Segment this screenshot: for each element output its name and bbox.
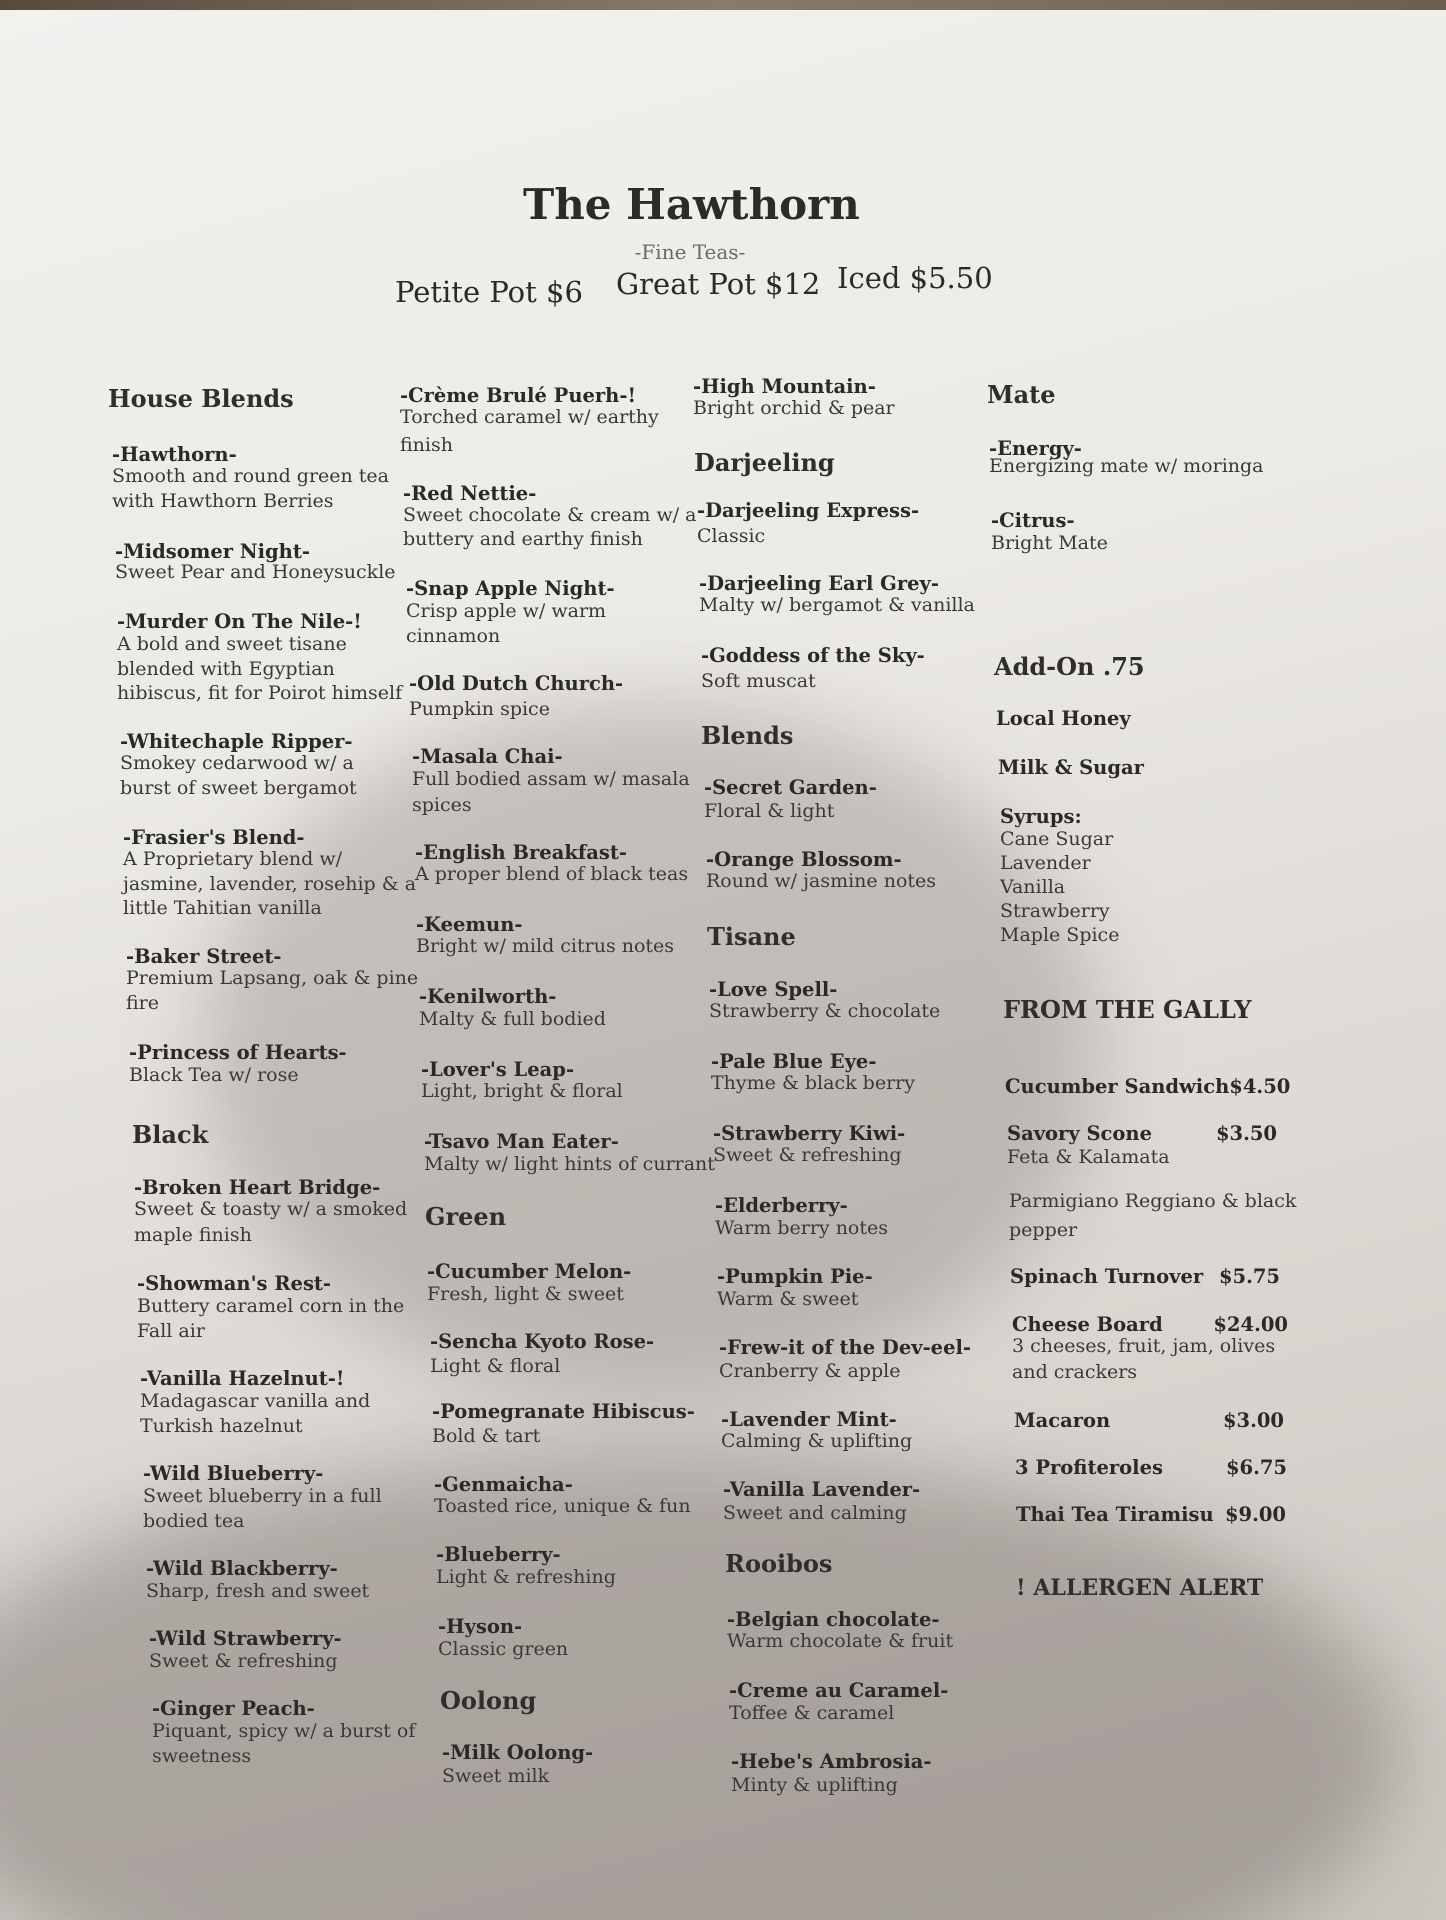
item-desc: A Proprietary blend w/ — [123, 848, 343, 870]
gally-item-price: $4.50 — [1229, 1075, 1291, 1098]
price-great-pot: Great Pot $12 — [616, 267, 821, 301]
item-name: -Creme au Caramel- — [729, 1679, 949, 1702]
item-desc: Piquant, spicy w/ a burst of — [152, 1720, 416, 1742]
item-name: -Lover's Leap- — [421, 1058, 575, 1081]
item-name: -Pomegranate Hibiscus- — [432, 1400, 695, 1423]
item-desc: Light, bright & floral — [421, 1080, 623, 1102]
item-desc: bodied tea — [143, 1510, 245, 1532]
gally-item-desc: 3 cheeses, fruit, jam, olives — [1012, 1335, 1276, 1357]
gally-item-desc: and crackers — [1012, 1361, 1138, 1383]
item-name: -Darjeeling Express- — [697, 499, 920, 522]
item-name: -Love Spell- — [709, 978, 838, 1001]
item-name: -Belgian chocolate- — [727, 1608, 940, 1631]
item-desc: Soft muscat — [701, 670, 816, 692]
item-desc: Cranberry & apple — [719, 1360, 901, 1382]
item-desc: Malty w/ bergamot & vanilla — [699, 594, 975, 616]
item-desc: Buttery caramel corn in the — [137, 1295, 405, 1317]
gally-item-name: Cheese Board — [1012, 1313, 1163, 1336]
item-name: -English Breakfast- — [415, 841, 627, 864]
section-from-the-gally: FROM THE GALLY — [1003, 995, 1252, 1024]
item-desc: blended with Egyptian — [117, 658, 335, 680]
item-name: -Energy- — [989, 437, 1082, 460]
allergen-alert: ! ALLERGEN ALERT — [1016, 1575, 1264, 1601]
gally-item-desc: pepper — [1009, 1219, 1078, 1241]
item-desc: hibiscus, fit for Poirot himself — [117, 682, 403, 704]
item-name: -Pumpkin Pie- — [717, 1265, 873, 1288]
item-desc: Bright w/ mild citrus notes — [416, 935, 675, 957]
item-desc: Sweet & refreshing — [149, 1650, 338, 1672]
section-black: Black — [132, 1120, 209, 1149]
item-name: -Broken Heart Bridge- — [134, 1176, 381, 1199]
item-name: -Wild Strawberry- — [149, 1627, 342, 1650]
item-name: -Goddess of the Sky- — [701, 644, 925, 667]
item-name: -Hebe's Ambrosia- — [731, 1750, 932, 1773]
gally-item-price: $24.00 — [1213, 1313, 1288, 1336]
item-desc: Thyme & black berry — [711, 1072, 915, 1094]
item-name: -Baker Street- — [126, 945, 282, 968]
gally-item-price: $3.50 — [1215, 1122, 1277, 1145]
item-desc: Fall air — [137, 1320, 205, 1342]
addon-milk-sugar: Milk & Sugar — [998, 756, 1144, 779]
item-name: -Crème Brulé Puerh-! — [400, 384, 637, 407]
item-name: -Wild Blueberry- — [143, 1462, 324, 1485]
price-petite-pot: Petite Pot $6 — [395, 275, 583, 309]
item-desc: Pumpkin spice — [409, 698, 550, 720]
item-desc: A proper blend of black teas — [415, 863, 689, 885]
item-desc: Energizing mate w/ moringa — [989, 455, 1264, 477]
item-desc: burst of sweet bergamot — [120, 777, 357, 799]
item-desc: Sweet and calming — [723, 1502, 907, 1524]
item-desc: Sweet & refreshing — [713, 1144, 902, 1166]
item-name: -Vanilla Lavender- — [723, 1478, 921, 1501]
gally-row — [1016, 1503, 1286, 1526]
item-name: -Wild Blackberry- — [146, 1557, 338, 1580]
item-desc: A bold and sweet tisane — [117, 633, 347, 655]
gally-item-name: Cucumber Sandwich — [1005, 1075, 1230, 1098]
item-desc: Floral & light — [704, 800, 835, 822]
gally-item-name: Macaron — [1014, 1409, 1111, 1432]
gally-item-name: Spinach Turnover — [1010, 1265, 1204, 1288]
item-name: -Midsomer Night- — [115, 540, 310, 563]
addon-local-honey: Local Honey — [996, 707, 1131, 730]
item-name: -Strawberry Kiwi- — [713, 1122, 906, 1145]
syrup-item: Cane Sugar — [1000, 828, 1114, 850]
item-name: -Whitechaple Ripper- — [120, 730, 353, 753]
gally-item-price: $5.75 — [1218, 1265, 1280, 1288]
syrups-label: Syrups: — [1000, 805, 1082, 828]
item-desc: Toasted rice, unique & fun — [434, 1495, 691, 1517]
item-name: -Kenilworth- — [419, 985, 557, 1008]
item-desc: Smokey cedarwood w/ a — [120, 752, 354, 774]
item-name: -Milk Oolong- — [442, 1741, 594, 1764]
item-desc: cinnamon — [406, 625, 501, 647]
item-name: -Elderberry- — [715, 1194, 848, 1217]
gally-item-price: $9.00 — [1224, 1503, 1286, 1526]
section-mate: Mate — [987, 380, 1056, 409]
item-name: -Hawthorn- — [112, 443, 237, 466]
item-desc: finish — [400, 434, 453, 456]
item-desc: spices — [412, 794, 472, 816]
item-desc: Smooth and round green tea — [112, 465, 390, 487]
item-desc: Torched caramel w/ earthy — [400, 406, 659, 428]
section-house-blends: House Blends — [108, 384, 294, 413]
gally-item-name: Thai Tea Tiramisu — [1016, 1503, 1214, 1526]
item-desc: fire — [126, 992, 159, 1014]
item-desc: Sweet & toasty w/ a smoked — [134, 1198, 408, 1220]
item-name: -Darjeeling Earl Grey- — [699, 572, 939, 595]
gally-row — [1010, 1265, 1280, 1288]
item-desc: Warm berry notes — [715, 1217, 888, 1239]
section-green: Green — [425, 1202, 507, 1231]
gally-row — [1007, 1122, 1277, 1145]
gally-item-name: Savory Scone — [1007, 1122, 1152, 1145]
syrup-item: Vanilla — [1000, 876, 1066, 898]
item-desc: little Tahitian vanilla — [123, 897, 322, 919]
item-name: -Lavender Mint- — [721, 1408, 897, 1431]
item-desc: with Hawthorn Berries — [112, 490, 334, 512]
table-edge — [0, 0, 1446, 10]
item-desc: Calming & uplifting — [721, 1430, 913, 1452]
item-name: -Vanilla Hazelnut-! — [140, 1367, 345, 1390]
item-desc: Minty & uplifting — [731, 1774, 898, 1796]
section-oolong: Oolong — [440, 1686, 537, 1715]
section-blends: Blends — [701, 721, 794, 750]
item-name: -Murder On The Nile-! — [117, 610, 362, 633]
item-desc: Turkish hazelnut — [140, 1415, 303, 1437]
item-desc: Toffee & caramel — [729, 1702, 895, 1724]
item-name: -Tsavo Man Eater- — [424, 1130, 619, 1153]
item-name: -Red Nettie- — [403, 482, 537, 505]
section-add-on: Add-On .75 — [994, 652, 1145, 681]
item-desc: buttery and earthy finish — [403, 528, 643, 550]
item-name: -Pale Blue Eye- — [711, 1050, 877, 1073]
item-name: -Showman's Rest- — [137, 1272, 332, 1295]
section-tisane: Tisane — [707, 922, 796, 951]
item-name: -Snap Apple Night- — [406, 577, 615, 600]
item-desc: Sweet blueberry in a full — [143, 1485, 382, 1507]
item-desc: Full bodied assam w/ masala — [412, 768, 690, 790]
item-desc: Round w/ jasmine notes — [706, 870, 937, 892]
item-name: -Ginger Peach- — [152, 1697, 315, 1720]
gally-item-price: $6.75 — [1225, 1456, 1287, 1479]
item-name: -Frew-it of the Dev-eel- — [719, 1336, 971, 1359]
syrup-item: Lavender — [1000, 852, 1091, 874]
gally-row — [1012, 1313, 1288, 1336]
item-desc: Fresh, light & sweet — [427, 1283, 624, 1305]
section-darjeeling: Darjeeling — [694, 448, 835, 477]
price-iced: Iced $5.50 — [837, 261, 993, 295]
item-name: -Hyson- — [438, 1615, 523, 1638]
item-desc: Sharp, fresh and sweet — [146, 1580, 370, 1602]
item-name: -Keemun- — [416, 913, 523, 936]
item-desc: Classic green — [438, 1638, 569, 1660]
item-name: -Frasier's Blend- — [123, 826, 305, 849]
item-desc: Warm & sweet — [717, 1288, 859, 1310]
item-desc: Premium Lapsang, oak & pine — [126, 967, 419, 989]
syrup-item: Strawberry — [1000, 900, 1110, 922]
item-name: -Orange Blossom- — [706, 848, 902, 871]
item-desc: Sweet milk — [442, 1765, 550, 1787]
item-desc: Light & floral — [430, 1355, 561, 1377]
gally-row — [1005, 1075, 1291, 1098]
item-desc: sweetness — [152, 1745, 252, 1767]
item-desc: Bright orchid & pear — [693, 397, 895, 419]
item-name: -High Mountain- — [693, 375, 876, 398]
item-desc: Black Tea w/ rose — [129, 1064, 299, 1086]
gally-item-price: $3.00 — [1222, 1409, 1284, 1432]
item-desc: maple finish — [134, 1224, 252, 1246]
item-desc: Sweet chocolate & cream w/ a — [403, 504, 697, 526]
item-desc: Warm chocolate & fruit — [727, 1630, 954, 1652]
item-desc: jasmine, lavender, rosehip & a — [123, 873, 417, 895]
item-name: -Old Dutch Church- — [409, 672, 624, 695]
item-name: -Genmaicha- — [434, 1473, 573, 1496]
item-name: -Cucumber Melon- — [427, 1260, 632, 1283]
item-desc: Strawberry & chocolate — [709, 1000, 941, 1022]
item-name: -Princess of Hearts- — [129, 1041, 347, 1064]
gally-item-desc: Parmigiano Reggiano & black — [1009, 1190, 1297, 1212]
syrup-item: Maple Spice — [1000, 924, 1120, 946]
item-desc: Classic — [697, 525, 766, 547]
item-desc: Light & refreshing — [436, 1566, 616, 1588]
page-subtitle: -Fine Teas- — [634, 240, 746, 264]
item-name: -Secret Garden- — [704, 776, 877, 799]
item-desc: Bright Mate — [991, 532, 1108, 554]
gally-row — [1014, 1409, 1284, 1432]
gally-item-desc: Feta & Kalamata — [1007, 1146, 1170, 1168]
item-name: -Blueberry- — [436, 1543, 561, 1566]
section-rooibos: Rooibos — [725, 1549, 833, 1578]
item-desc: Sweet Pear and Honeysuckle — [115, 561, 396, 583]
item-name: -Citrus- — [991, 509, 1075, 532]
item-desc: Bold & tart — [432, 1425, 541, 1447]
item-desc: Malty & full bodied — [419, 1008, 606, 1030]
item-desc: Madagascar vanilla and — [140, 1390, 371, 1412]
gally-row — [1015, 1456, 1287, 1479]
item-name: -Masala Chai- — [412, 745, 563, 768]
page-title: The Hawthorn — [523, 180, 860, 229]
item-desc: Malty w/ light hints of currant — [424, 1153, 715, 1175]
item-name: -Sencha Kyoto Rose- — [430, 1330, 655, 1353]
gally-item-name: 3 Profiteroles — [1015, 1456, 1163, 1479]
item-desc: Crisp apple w/ warm — [406, 600, 607, 622]
